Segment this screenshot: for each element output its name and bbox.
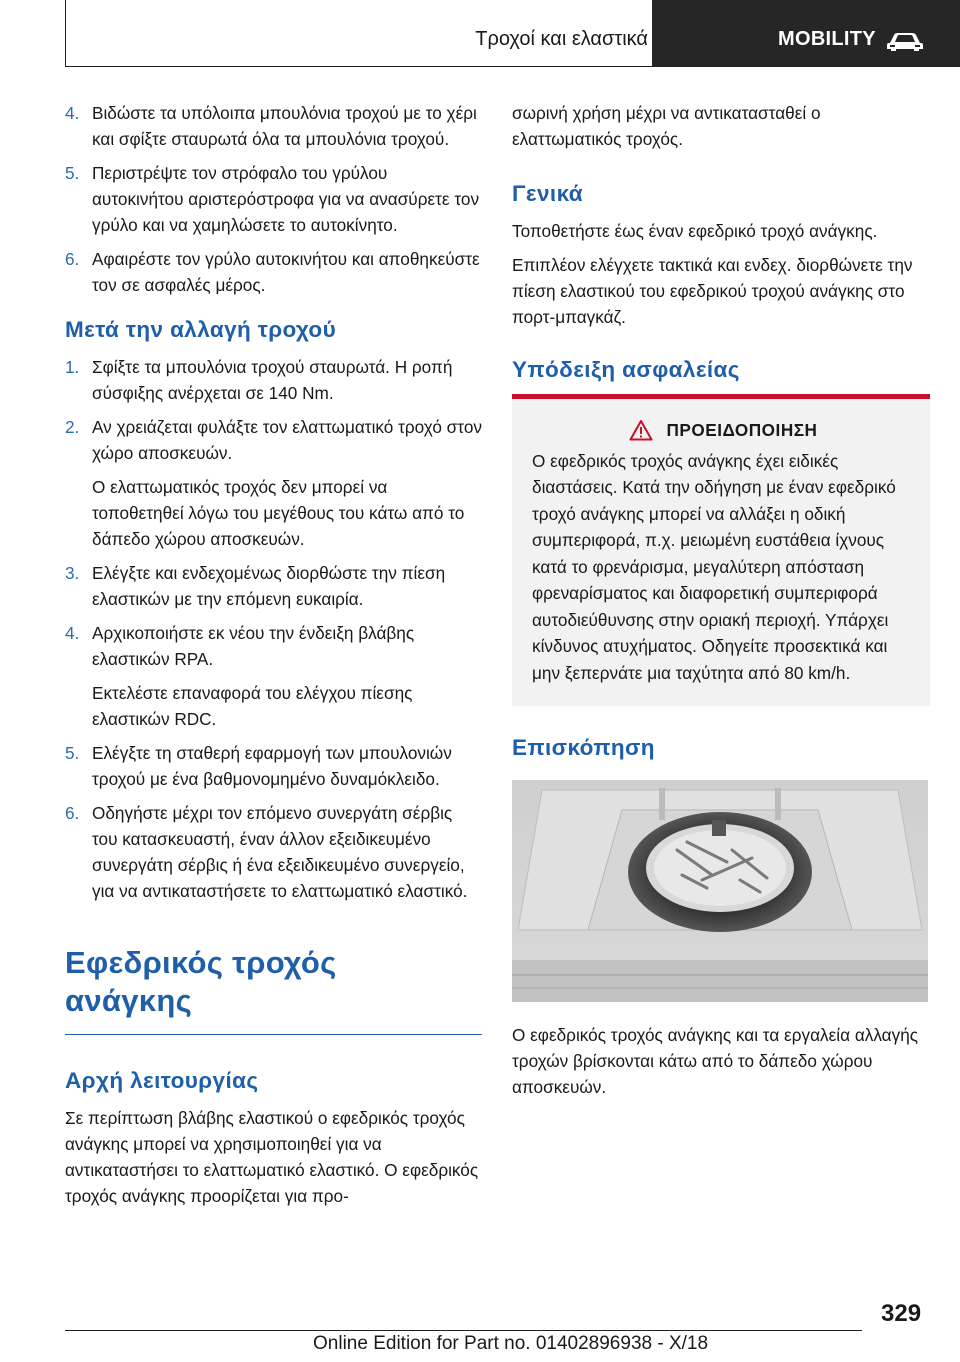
step-text: Βιδώστε τα υπόλοιπα μπουλόνια τροχού με το χέρι και σφίξτε σταυρωτά όλα τα μπουλόνια τροχού. xyxy=(92,103,477,149)
photo-caption: Ο εφεδρικός τροχός ανάγκης και τα εργαλεία αλλαγής τροχών βρίσκονται κάτω από το δάπεδο χώρου αποσκευών. xyxy=(512,1025,919,1097)
list-item xyxy=(65,246,482,298)
section-heading-safety: Υπόδειξη ασφαλείας xyxy=(512,357,740,382)
step-number: 4. xyxy=(65,623,80,643)
step-text: Αρχικοποιήστε εκ νέου την ένδειξη βλάβης ελαστικών RPA. xyxy=(92,623,415,669)
general-paragraph-2: Επιπλέον ελέγχετε τακτικά και ενδεχ. διορθώνετε την πίεση ελαστικού του εφεδρικού τροχού ανάγκης στο πορτ-μπαγκάζ. xyxy=(512,255,913,327)
page-number: 329 xyxy=(881,1300,922,1327)
warning-header xyxy=(532,417,914,444)
footer-rule xyxy=(65,1330,862,1331)
step-number: 2. xyxy=(65,417,80,437)
step-text: Ελέγξτε και ενδεχομένως διορθώστε την πίεση ελαστικών με την επόμενη ευκαιρία. xyxy=(92,563,446,609)
step-number: 6. xyxy=(65,249,80,269)
header-left-line xyxy=(65,0,66,66)
step-subtext: Εκτελέστε επαναφορά του ελέγχου πίεσης ελαστικών RDC. xyxy=(92,683,413,729)
step-number: 1. xyxy=(65,357,80,377)
list-item xyxy=(65,354,482,406)
header-category-label: MOBILITY xyxy=(778,28,876,50)
general-paragraph-1: Τοποθετήστε έως έναν εφεδρικό τροχό ανάγκης. xyxy=(512,221,878,241)
list-item xyxy=(65,100,482,152)
section-heading-after-change: Μετά την αλλαγή τροχού xyxy=(65,317,337,342)
step-number: 4. xyxy=(65,103,80,123)
left-column xyxy=(65,100,482,1217)
step-text: Ελέγξτε τη σταθερή εφαρμογή των μπουλονιών τροχού με ένα βαθμονομημένο δυναμόκλειδο. xyxy=(92,743,452,789)
warning-triangle-icon xyxy=(629,419,653,441)
footer-edition: Online Edition for Part no. 01402896938 - X/18 xyxy=(313,1333,709,1354)
section-heading-principle: Αρχή λειτουργίας xyxy=(65,1068,259,1093)
chapter-title xyxy=(65,944,482,1020)
right-column xyxy=(512,100,930,1108)
warning-box xyxy=(512,394,930,706)
step-number: 5. xyxy=(65,163,80,183)
list-item xyxy=(65,160,482,238)
header-section-title: Τροχοί και ελαστικά xyxy=(475,28,648,50)
chapter-title-line2: ανάγκης xyxy=(65,983,193,1018)
continued-paragraph: σωρινή χρήση μέχρι να αντικατασταθεί ο ελαττωματικός τροχός. xyxy=(512,103,821,149)
list-item xyxy=(65,800,482,904)
chapter-title-line1: Εφεδρικός τροχός xyxy=(65,945,337,980)
step-number: 5. xyxy=(65,743,80,763)
step-text: Περιστρέψτε τον στρόφαλο του γρύλου αυτοκινήτου αριστερόστροφα για να ανασύρετε τον γρύλο και να χαμηλώσετε το αυτοκίνητο. xyxy=(92,163,480,235)
list-item xyxy=(65,740,482,792)
step-subtext: Ο ελαττωματικός τροχός δεν μπορεί να τοποθετηθεί λόγω του μεγέθους του κάτω από το δάπεδο χώρου αποσκευών. xyxy=(92,477,465,549)
list-item xyxy=(65,620,482,672)
warning-label: ΠΡΟΕΙΔΟΠΟΙΗΣΗ xyxy=(666,420,818,440)
principle-paragraph: Σε περίπτωση βλάβης ελαστικού ο εφεδρικός τροχός ανάγκης μπορεί να χρησιμοποιηθεί για να αντικαταστήσει το ελαττωματικό ελαστικό. Ο εφεδρικός τροχός ανάγκης προορίζεται για προ- xyxy=(65,1108,479,1206)
list-item xyxy=(65,560,482,612)
section-heading-general: Γενικά xyxy=(512,181,583,206)
spare-wheel-trunk-photo xyxy=(512,780,928,1002)
step-text: Σφίξτε τα μπουλόνια τροχού σταυρωτά. Η ροπή σύσφιξης ανέρχεται σε 140 Nm. xyxy=(92,357,453,403)
chapter-divider xyxy=(65,1034,482,1035)
warning-text: Ο εφεδρικός τροχός ανάγκης έχει ειδικές διαστάσεις. Κατά την οδήγηση με έναν εφεδρικό τροχό ανάγκης μπορεί να αλλάξει η οδική συμπεριφορά, π.χ. μειωμένη ευστάθεια ίχνους κατά το φρενάρισμα, μεγαλύτερη απόσταση φρεναρίσματος και διαφορετική συμπεριφορά αυτοδιεύθυνσης στην οριακή περιοχή. Υπάρχει κίνδυνος ατυχήματος. Οδηγείτε προσεκτικά και μην ξεπερνάτε μια ταχύτητα από 80 km/h. xyxy=(532,450,896,683)
car-icon xyxy=(886,30,924,52)
step-text: Αφαιρέστε τον γρύλο αυτοκινήτου και αποθηκεύστε τον σε ασφαλές μέρος. xyxy=(92,249,480,295)
step-number: 6. xyxy=(65,803,80,823)
step-text: Οδηγήστε μέχρι τον επόμενο συνεργάτη σέρβις του κατασκευαστή, έναν άλλον εξειδικευμένο συνεργάτη σέρβις ή ένα εξειδικευμένο συνεργείο, για να αντικαταστήσετε το ελαττωματικό ελαστικό. xyxy=(92,803,468,901)
page-header xyxy=(0,0,960,70)
step-text: Αν χρειάζεται φυλάξτε τον ελαττωματικό τροχό στον χώρο αποσκευών. xyxy=(92,417,482,463)
list-item xyxy=(65,414,482,466)
step-number: 3. xyxy=(65,563,80,583)
section-heading-overview: Επισκόπηση xyxy=(512,735,655,760)
